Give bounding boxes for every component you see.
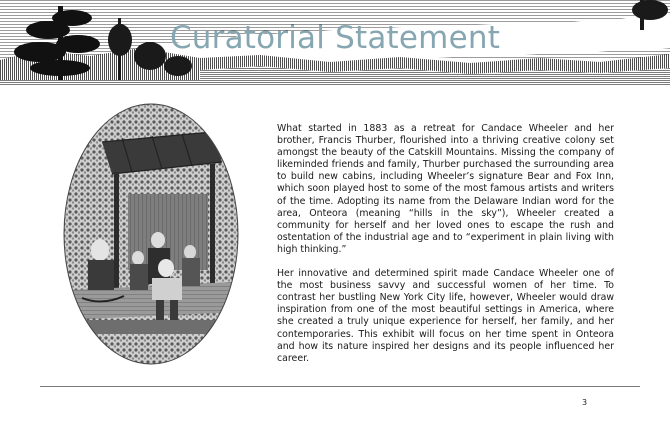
- paragraph-2: Her innovative and determined spirit made Candace Wheeler one of the most business savvy and successful women of her time. To contrast her bustling New York City life, however, Wheeler would draw inspiration from one of the most beautiful settings in America, where she created a truly unique experience for herself, her family, and her contemporaries. This exhibit will focus on her time spent in Onteora and how its nature inspired her designs and its people influenced her career.: [277, 268, 614, 364]
- page-title: Curatorial Statement: [169, 20, 501, 56]
- header-banner: [0, 0, 670, 86]
- paragraph-1: What started in 1883 as a retreat for Candace Wheeler and her brother, Francis Thurber, flourished into a thriving creative colony set amongst the beauty of the Catskill Mountains. Missing the company of likeminded friends and family, Thurber purchased the surrounding area to build new cabins, including Wheeler’s signature Bear and Fox Inn, which soon played host to some of the most famous artists and writers of the time. Adopting its name from the Delaware Indian word for the area, Onteora (meaning “hills in the sky”), Wheeler created a community for herself and her loved ones to escape the rush and ostentation of the industrial age and to “experiment in plain living with high thinking.”: [277, 123, 614, 255]
- curatorial-text: [277, 123, 614, 377]
- historic-porch-photo: [62, 102, 240, 366]
- footer-divider: [40, 386, 640, 387]
- page-number: 3: [582, 398, 588, 407]
